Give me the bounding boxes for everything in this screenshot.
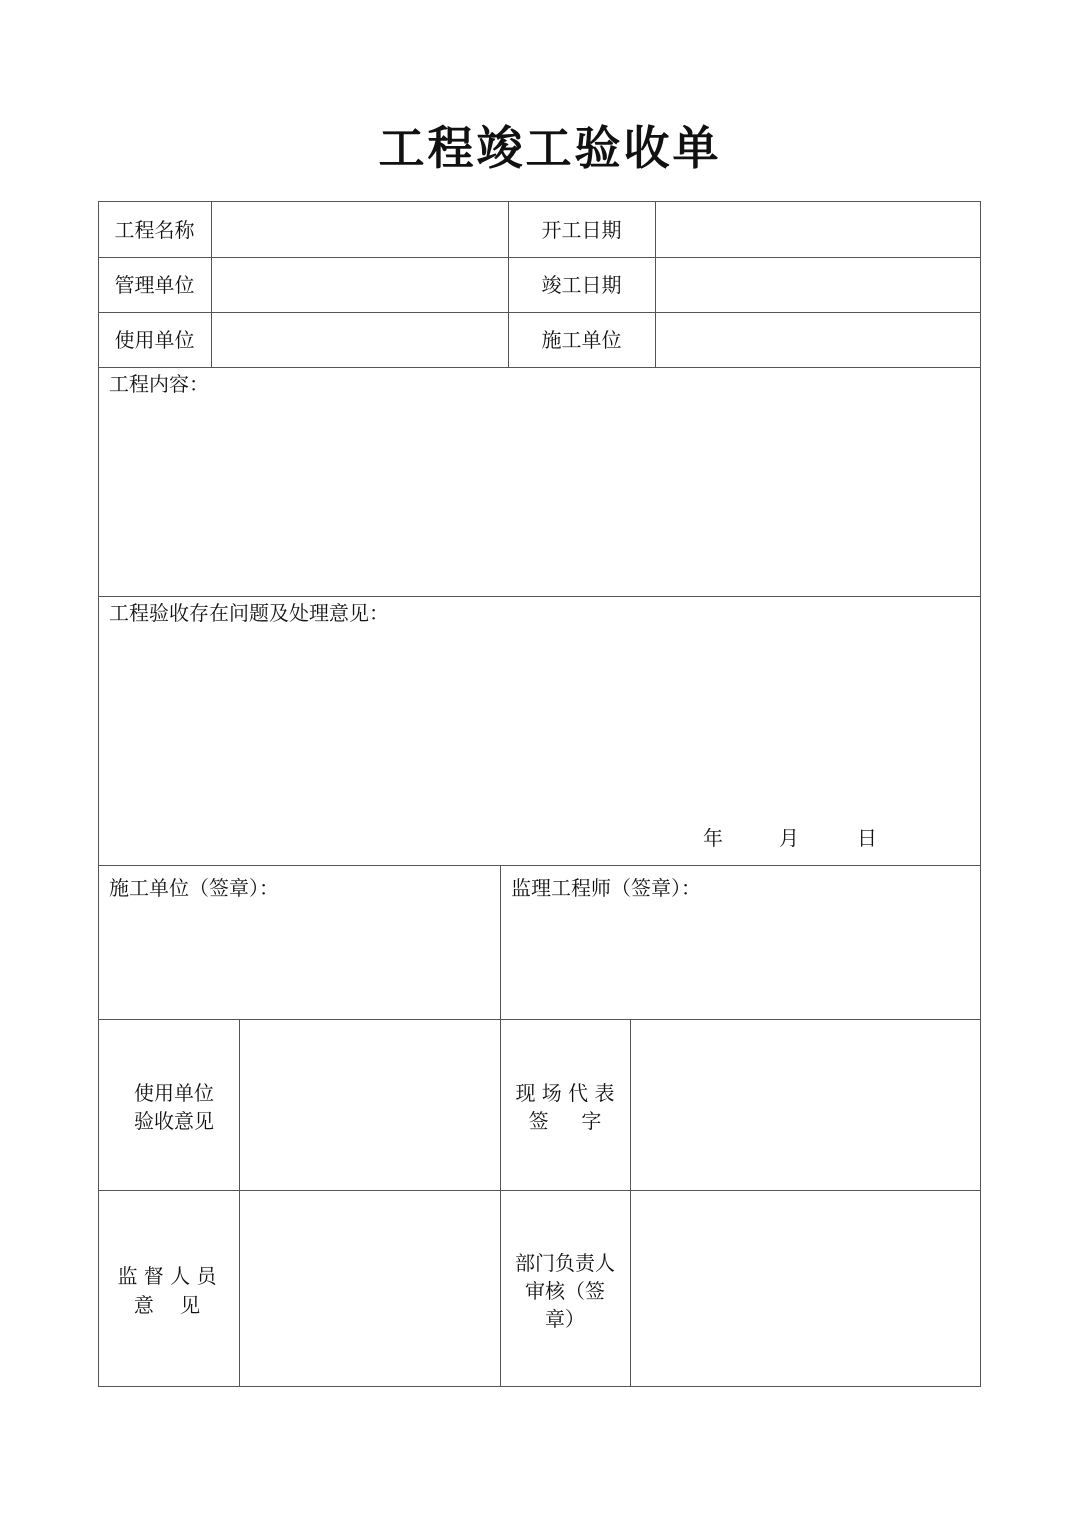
- start-date-label: 开工日期: [541, 218, 622, 242]
- date-year: 年: [703, 826, 723, 850]
- dept-head-line: 章）: [545, 1307, 585, 1331]
- site-rep-line: 现 场 代 表: [515, 1081, 615, 1105]
- project-content-label: 工程内容：: [109, 372, 209, 396]
- date-month: 月: [779, 826, 799, 850]
- issues-field[interactable]: [99, 630, 980, 815]
- site-rep-field[interactable]: [631, 1020, 980, 1189]
- issues-label: 工程验收存在问题及处理意见：: [109, 601, 389, 625]
- user-opinion-field[interactable]: [240, 1020, 499, 1189]
- supervision-line: 监 督 人 员: [117, 1264, 217, 1288]
- dept-head-line: 审核（签: [525, 1279, 605, 1303]
- supervisor-seal-label: 监理工程师（签章）：: [511, 876, 701, 900]
- page-title: 工程竣工验收单: [378, 121, 722, 175]
- row-divider: [98, 367, 981, 368]
- supervisor-seal-field[interactable]: [501, 905, 980, 1018]
- construction-seal-field[interactable]: [99, 905, 499, 1018]
- site-rep-label: [500, 1079, 630, 1135]
- user-unit-field[interactable]: [212, 313, 507, 366]
- supervision-opinion-label: [98, 1262, 236, 1320]
- dept-head-line: 部门负责人: [515, 1251, 615, 1275]
- construction-unit-field[interactable]: [656, 313, 980, 366]
- supervision-line: 意 见: [133, 1293, 201, 1317]
- project-name-label: 工程名称: [114, 218, 195, 242]
- management-unit-field[interactable]: [212, 258, 507, 311]
- date-day: 日: [857, 826, 877, 850]
- project-content-field[interactable]: [99, 400, 980, 595]
- row-divider: [98, 596, 981, 597]
- construction-unit-label: 施工单位: [541, 328, 622, 352]
- user-unit-label: 使用单位: [114, 328, 195, 352]
- management-unit-label: 管理单位: [114, 273, 195, 297]
- site-rep-line: 签 字: [528, 1109, 602, 1133]
- dept-head-field[interactable]: [631, 1191, 980, 1386]
- dept-head-label: [500, 1249, 630, 1333]
- supervision-opinion-field[interactable]: [240, 1191, 499, 1386]
- completion-date-field[interactable]: [656, 258, 980, 311]
- start-date-field[interactable]: [656, 202, 980, 256]
- row-divider: [98, 865, 981, 866]
- user-opinion-line: 使用单位: [134, 1081, 214, 1105]
- construction-seal-label: 施工单位（签章）：: [109, 876, 279, 900]
- completion-date-label: 竣工日期: [541, 273, 622, 297]
- project-name-field[interactable]: [212, 202, 507, 256]
- user-opinion-line: 验收意见: [134, 1109, 214, 1133]
- user-opinion-label: [98, 1079, 250, 1135]
